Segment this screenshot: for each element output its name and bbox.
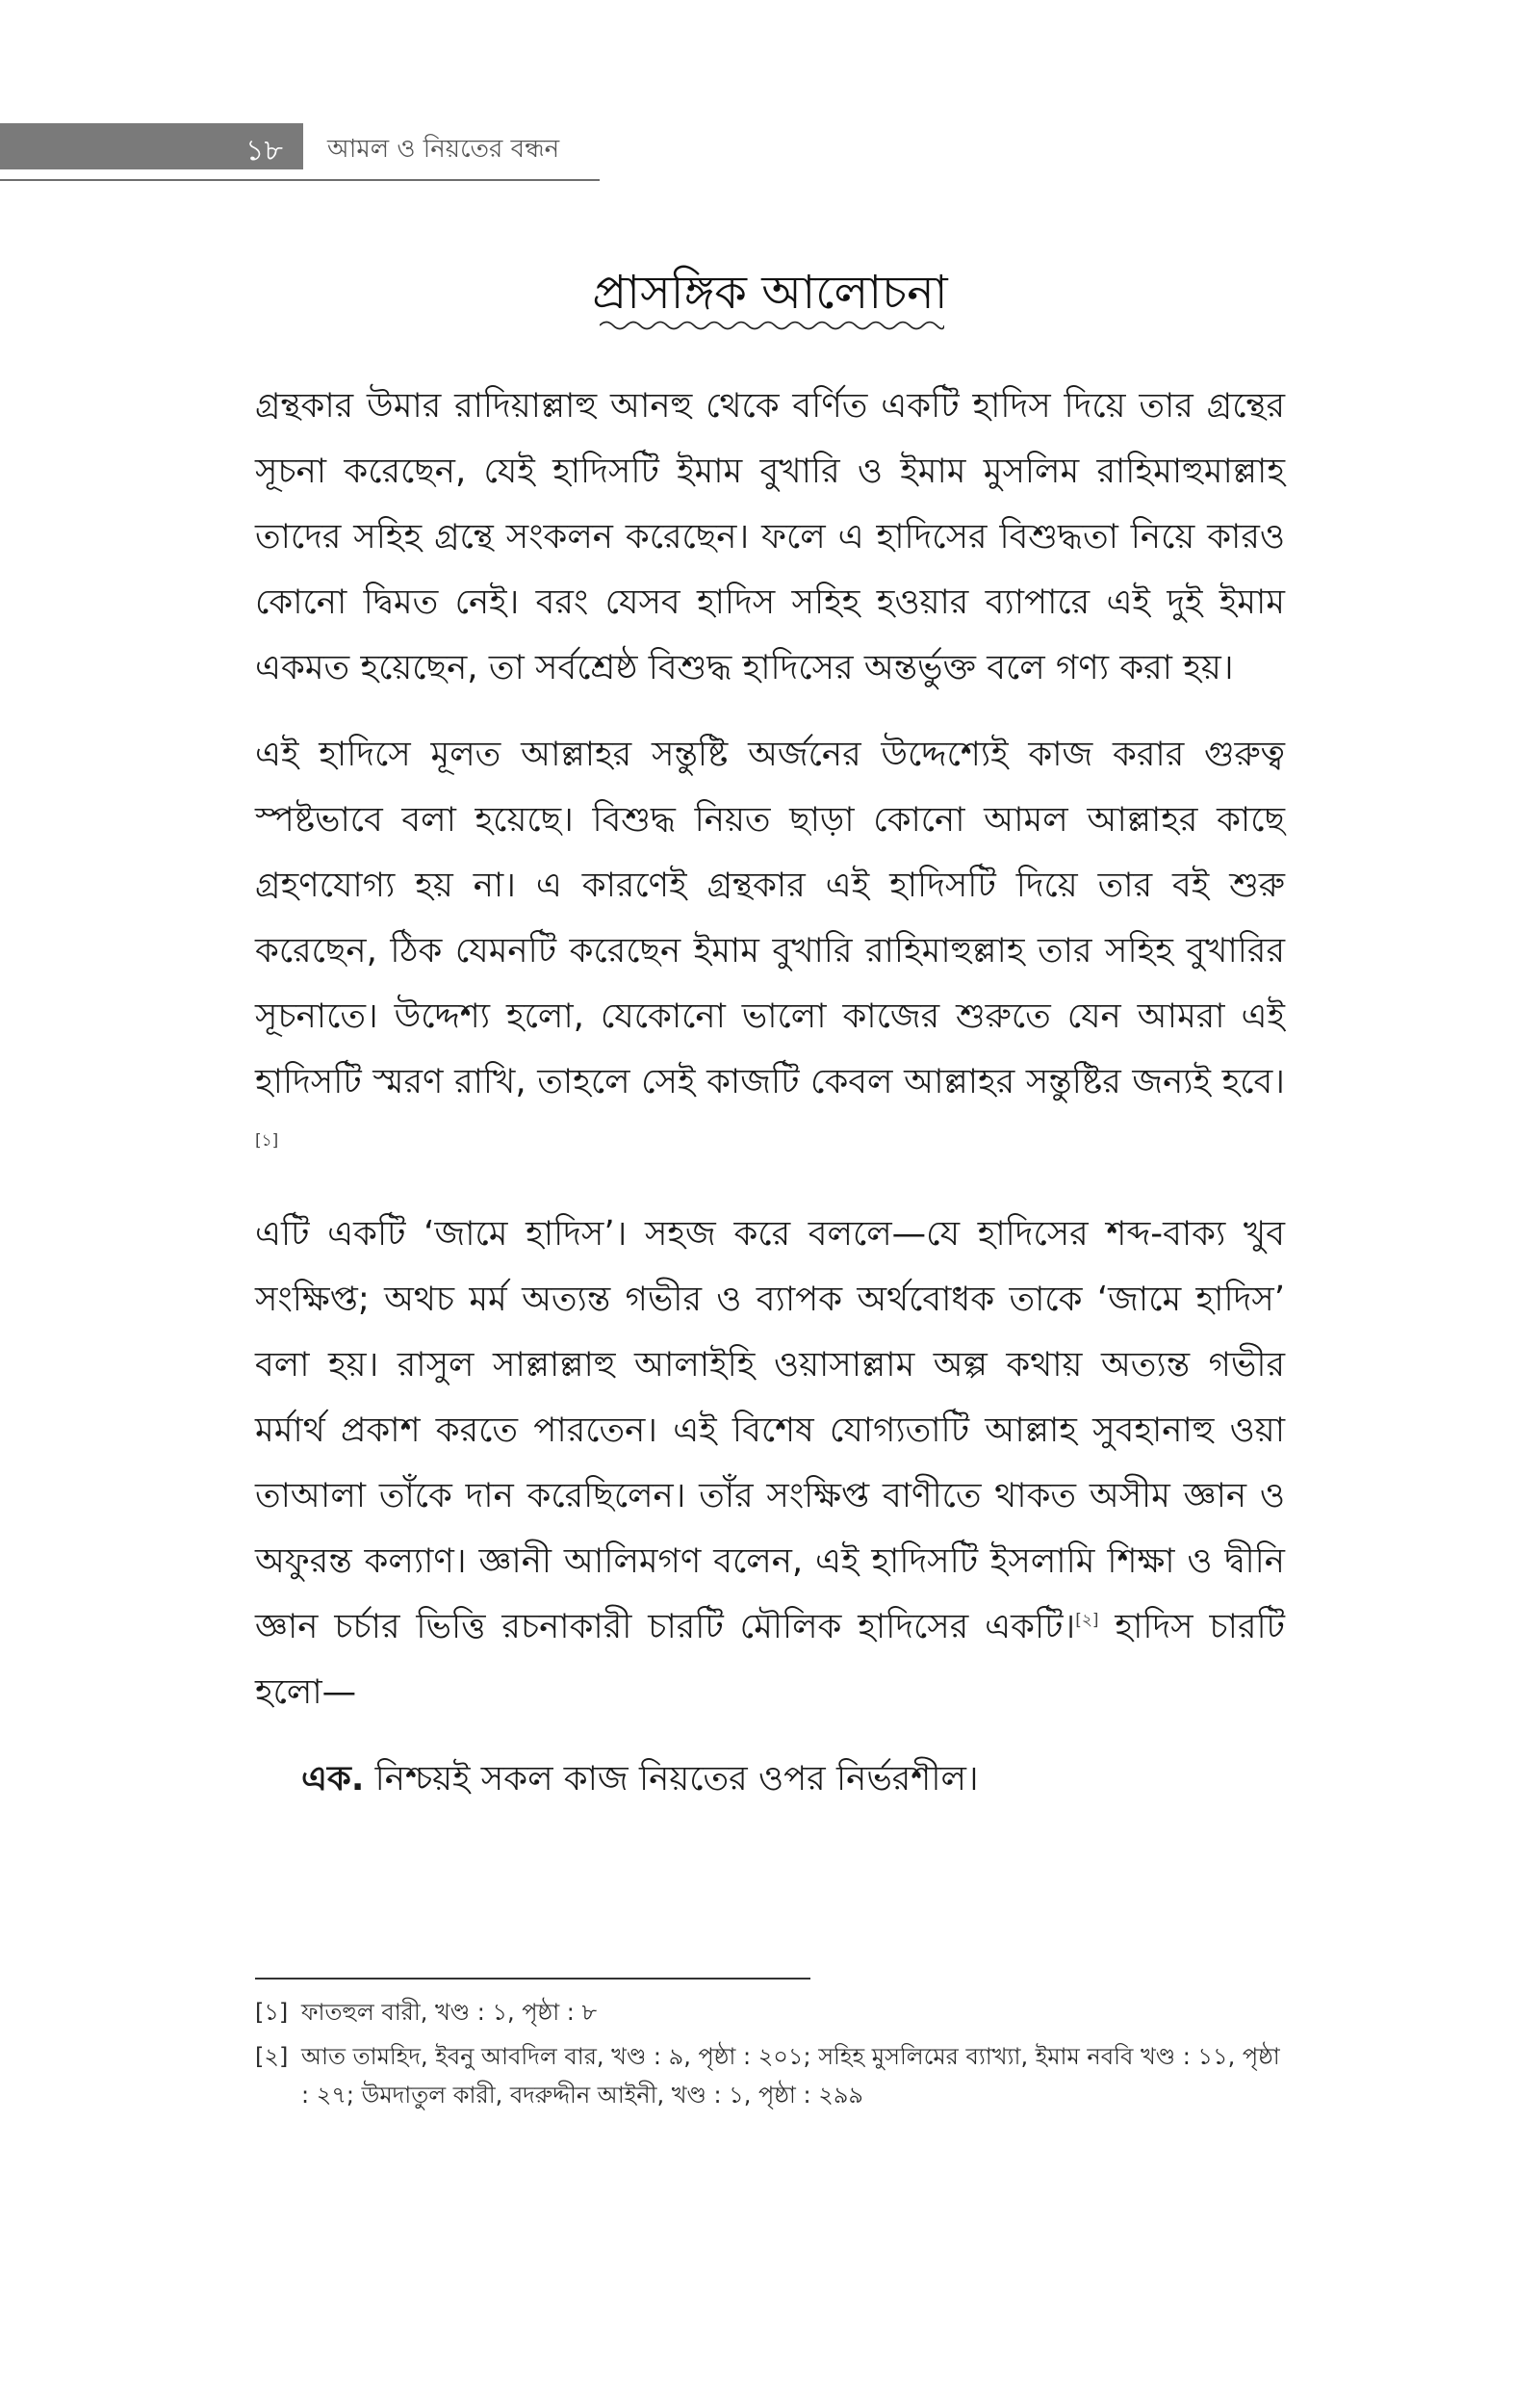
- footnote-1-text: ফাতহুল বারী, খণ্ড : ১, পৃষ্ঠা : ৮: [301, 1999, 598, 2026]
- list-item-1: [255, 1747, 1285, 1812]
- header-rule: [0, 179, 600, 181]
- paragraph-2-text: এই হাদিসে মূলত আল্লাহর সন্তুষ্টি অর্জনের উদ্দেশ্যেই কাজ করার গুরুত্ব স্পষ্টভাবে বলা হয়েছে। বিশুদ্ধ নিয়ত ছাড়া কোনো আমল আল্লাহর কাছে গ্রহণযোগ্য হয় না। এ কারণেই গ্রন্থকার এই হাদিসটি দিয়ে তার বই শুরু করেছেন, ঠিক যেমনটি করেছেন ইমাম বুখারি রাহিমাহুল্লাহ তার সহিহ বুখারির সূচনাতে। উদ্দেশ্য হলো, যেকোনো ভালো কাজের শুরুতে যেন আমরা এই হাদিসটি স্মরণ রাখি, তাহলে সেই কাজটি কেবল আল্লাহর সন্তুষ্টির জন্যই হবে।: [255, 735, 1285, 1101]
- title-squiggle-ornament: [600, 318, 944, 333]
- running-head: আমল ও নিয়তের বন্ধন: [327, 135, 560, 164]
- list-item-1-text: নিশ্চয়ই সকল কাজ নিয়তের ওপর নির্ভরশীল।: [364, 1759, 979, 1799]
- footnote-ref-2[interactable]: [২]: [1075, 1611, 1099, 1631]
- body-text: [255, 374, 1285, 1812]
- footnote-divider: [255, 1978, 810, 1980]
- list-marker-1: এক.: [301, 1759, 365, 1799]
- footnote-2-text: আত তামহিদ, ইবনু আবদিল বার, খণ্ড : ৯, পৃষ্ঠা : ২০১; সহিহ মুসলিমের ব্যাখ্যা, ইমাম নববি খণ্ড : ১১, পৃষ্ঠা : ২৭; উমদাতুল কারী, বদরুদ্দীন আইনী, খণ্ড : ১, পৃষ্ঠা : ২৯৯: [301, 2043, 1280, 2109]
- footnote-1: [255, 1993, 1285, 2032]
- paragraph-3: [255, 1202, 1285, 1725]
- footnote-2-marker: [২]: [255, 2043, 289, 2070]
- footnote-2: [255, 2037, 1285, 2114]
- paragraph-1: গ্রন্থকার উমার রাদিয়াল্লাহু আনহু থেকে বর্ণিত একটি হাদিস দিয়ে তার গ্রন্থের সূচনা করেছেন, যেই হাদিসটি ইমাম বুখারি ও ইমাম মুসলিম রাহিমাহুমাল্লাহ তাদের সহিহ গ্রন্থে সংকলন করেছেন। ফলে এ হাদিসের বিশুদ্ধতা নিয়ে কারও কোনো দ্বিমত নেই। বরং যেসব হাদিস সহিহ হওয়ার ব্যাপারে এই দুই ইমাম একমত হয়েছেন, তা সর্বশ্রেষ্ঠ বিশুদ্ধ হাদিসের অন্তর্ভুক্ত বলে গণ্য করা হয়।: [255, 386, 1285, 687]
- footnotes: [255, 1993, 1285, 2120]
- footnote-ref-1[interactable]: [১]: [255, 1131, 279, 1152]
- page-number: ১৮: [245, 134, 283, 168]
- paragraph-3-tail: হাদিস চারটি হলো—: [255, 1607, 1285, 1712]
- paragraph-2: [255, 722, 1285, 1180]
- paragraph-3-text: এটি একটি ‘জামে হাদিস’। সহজ করে বললে—যে হাদিসের শব্দ-বাক্য খুব সংক্ষিপ্ত; অথচ মর্ম অত্যন্ত গভীর ও ব্যাপক অর্থবোধক তাকে ‘জামে হাদিস’ বলা হয়। রাসুল সাল্লাল্লাহু আলাইহি ওয়াসাল্লাম অল্প কথায় অত্যন্ত গভীর মর্মার্থ প্রকাশ করতে পারতেন। এই বিশেষ যোগ্যতাটি আল্লাহ সুবহানাহু ওয়া তাআলা তাঁকে দান করেছিলেন। তাঁর সংক্ষিপ্ত বাণীতে থাকত অসীম জ্ঞান ও অফুরন্ত কল্যাণ। জ্ঞানী আলিমগণ বলেন, এই হাদিসটি ইসলামি শিক্ষা ও দ্বীনি জ্ঞান চর্চার ভিত্তি রচনাকারী চারটি মৌলিক হাদিসের একটি।: [255, 1214, 1285, 1646]
- section-title: প্রাসঙ্গিক আলোচনা: [592, 266, 948, 320]
- footnote-1-marker: [১]: [255, 1999, 289, 2026]
